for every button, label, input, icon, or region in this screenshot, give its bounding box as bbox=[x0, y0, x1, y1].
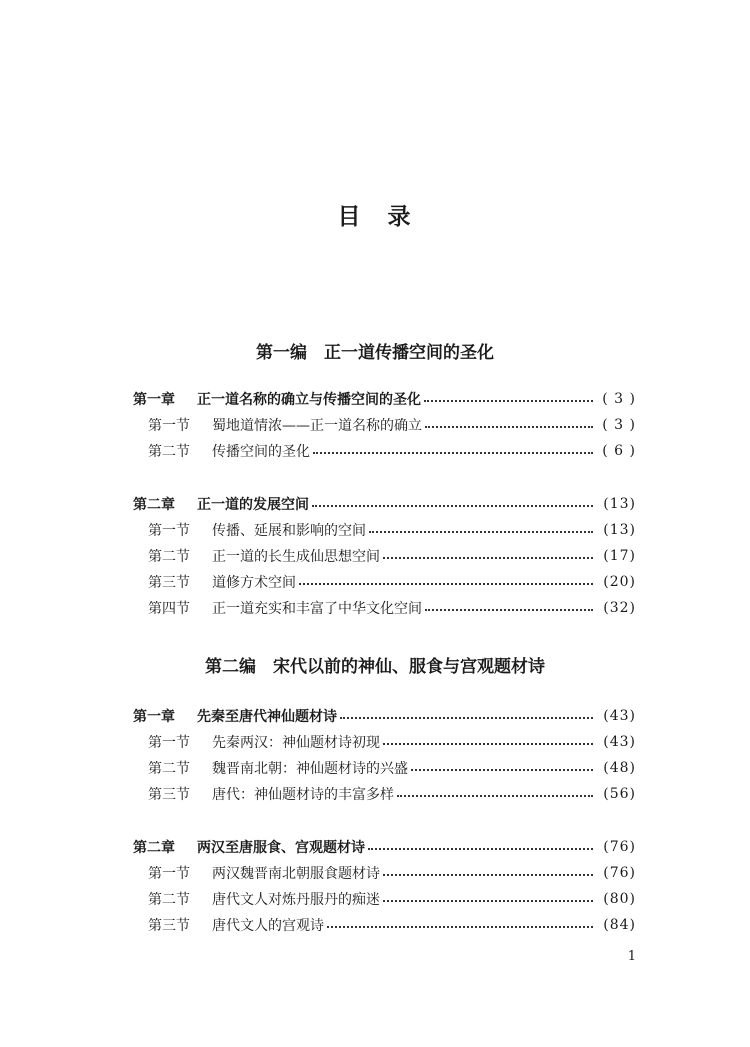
toc-section-row[interactable] bbox=[148, 757, 636, 779]
dot-leader bbox=[327, 926, 593, 928]
section-title: 魏晋南北朝：神仙题材诗的兴盛 bbox=[212, 761, 408, 777]
section-page-ref: (84) bbox=[603, 917, 636, 933]
dot-leader bbox=[383, 900, 593, 902]
chapter-number: 第二章 bbox=[133, 497, 175, 513]
section-number: 第一节 bbox=[148, 866, 190, 882]
chapter-title: 正一道的发展空间 bbox=[197, 497, 309, 513]
section-page-ref: (20) bbox=[603, 574, 636, 590]
section-page-ref: (48) bbox=[603, 760, 636, 776]
section-page-ref: (56) bbox=[603, 786, 636, 802]
toc-section-row[interactable] bbox=[148, 783, 636, 805]
section-title: 道修方术空间 bbox=[212, 575, 296, 591]
chapter-page-ref: ( 3 ) bbox=[602, 391, 636, 407]
chapter-title: 两汉至唐服食、宫观题材诗 bbox=[197, 840, 365, 856]
toc-section-row[interactable] bbox=[148, 914, 636, 936]
section-title: 正一道充实和丰富了中华文化空间 bbox=[212, 601, 422, 617]
section-number: 第一节 bbox=[148, 418, 190, 434]
section-page-ref: (32) bbox=[603, 600, 636, 616]
section-title: 唐代文人对炼丹服丹的痴迷 bbox=[212, 892, 380, 908]
section-number: 第二节 bbox=[148, 761, 190, 777]
dot-leader bbox=[313, 452, 593, 454]
section-page-ref: ( 6 ) bbox=[602, 443, 636, 459]
toc-chapter-row[interactable] bbox=[133, 388, 636, 410]
section-number: 第三节 bbox=[148, 575, 190, 591]
section-title: 正一道的长生成仙思想空间 bbox=[212, 549, 380, 565]
chapter-page-ref: (76) bbox=[603, 839, 636, 855]
section-number: 第一节 bbox=[148, 523, 190, 539]
part-title: 第一编 正一道传播空间的圣化 bbox=[256, 343, 494, 363]
dot-leader bbox=[425, 609, 593, 611]
section-title: 传播空间的圣化 bbox=[212, 444, 310, 460]
chapter-page-ref: (43) bbox=[603, 708, 636, 724]
toc-section-row[interactable] bbox=[148, 597, 636, 619]
chapter-page-ref: (13) bbox=[603, 496, 636, 512]
chapter-title: 先秦至唐代神仙题材诗 bbox=[197, 709, 337, 725]
chapter-number: 第一章 bbox=[133, 392, 175, 408]
section-number: 第一节 bbox=[148, 735, 190, 751]
section-page-ref: (13) bbox=[603, 522, 636, 538]
toc-section-row[interactable] bbox=[148, 519, 636, 541]
section-number: 第三节 bbox=[148, 918, 190, 934]
chapter-number: 第二章 bbox=[133, 840, 175, 856]
chapter-title: 正一道名称的确立与传播空间的圣化 bbox=[197, 392, 421, 408]
section-page-ref: (17) bbox=[603, 548, 636, 564]
dot-leader bbox=[425, 426, 593, 428]
section-number: 第二节 bbox=[148, 549, 190, 565]
section-page-ref: ( 3 ) bbox=[602, 417, 636, 433]
dot-leader bbox=[383, 557, 593, 559]
toc-chapter-row[interactable] bbox=[133, 705, 636, 727]
section-title: 唐代：神仙题材诗的丰富多样 bbox=[212, 787, 394, 803]
dot-leader bbox=[368, 848, 593, 850]
toc-section-row[interactable] bbox=[148, 571, 636, 593]
section-title: 两汉魏晋南北朝服食题材诗 bbox=[212, 866, 380, 882]
dot-leader bbox=[397, 795, 593, 797]
toc-section-row[interactable] bbox=[148, 440, 636, 462]
section-number: 第二节 bbox=[148, 892, 190, 908]
section-number: 第二节 bbox=[148, 444, 190, 460]
toc-section-row[interactable] bbox=[148, 862, 636, 884]
page-title: 目 录 bbox=[337, 203, 413, 230]
dot-leader bbox=[383, 743, 593, 745]
toc-chapter-row[interactable] bbox=[133, 836, 636, 858]
toc-section-row[interactable] bbox=[148, 731, 636, 753]
section-title: 传播、延展和影响的空间 bbox=[212, 523, 366, 539]
dot-leader bbox=[312, 505, 593, 507]
page-number: 1 bbox=[627, 949, 636, 964]
dot-leader bbox=[424, 400, 593, 402]
section-page-ref: (76) bbox=[603, 865, 636, 881]
chapter-number: 第一章 bbox=[133, 709, 175, 725]
toc-section-row[interactable] bbox=[148, 545, 636, 567]
section-title: 先秦两汉：神仙题材诗初现 bbox=[212, 735, 380, 751]
dot-leader bbox=[369, 531, 593, 533]
section-title: 蜀地道情浓——正一道名称的确立 bbox=[212, 418, 422, 434]
dot-leader bbox=[383, 874, 593, 876]
toc-section-row[interactable] bbox=[148, 414, 636, 436]
section-number: 第四节 bbox=[148, 601, 190, 617]
section-page-ref: (80) bbox=[603, 891, 636, 907]
dot-leader bbox=[411, 769, 593, 771]
section-page-ref: (43) bbox=[603, 734, 636, 750]
section-number: 第三节 bbox=[148, 787, 190, 803]
part-title: 第二编 宋代以前的神仙、服食与宫观题材诗 bbox=[205, 657, 545, 677]
dot-leader bbox=[340, 717, 593, 719]
dot-leader bbox=[299, 583, 593, 585]
toc-section-row[interactable] bbox=[148, 888, 636, 910]
section-title: 唐代文人的宫观诗 bbox=[212, 918, 324, 934]
toc-chapter-row[interactable] bbox=[133, 493, 636, 515]
